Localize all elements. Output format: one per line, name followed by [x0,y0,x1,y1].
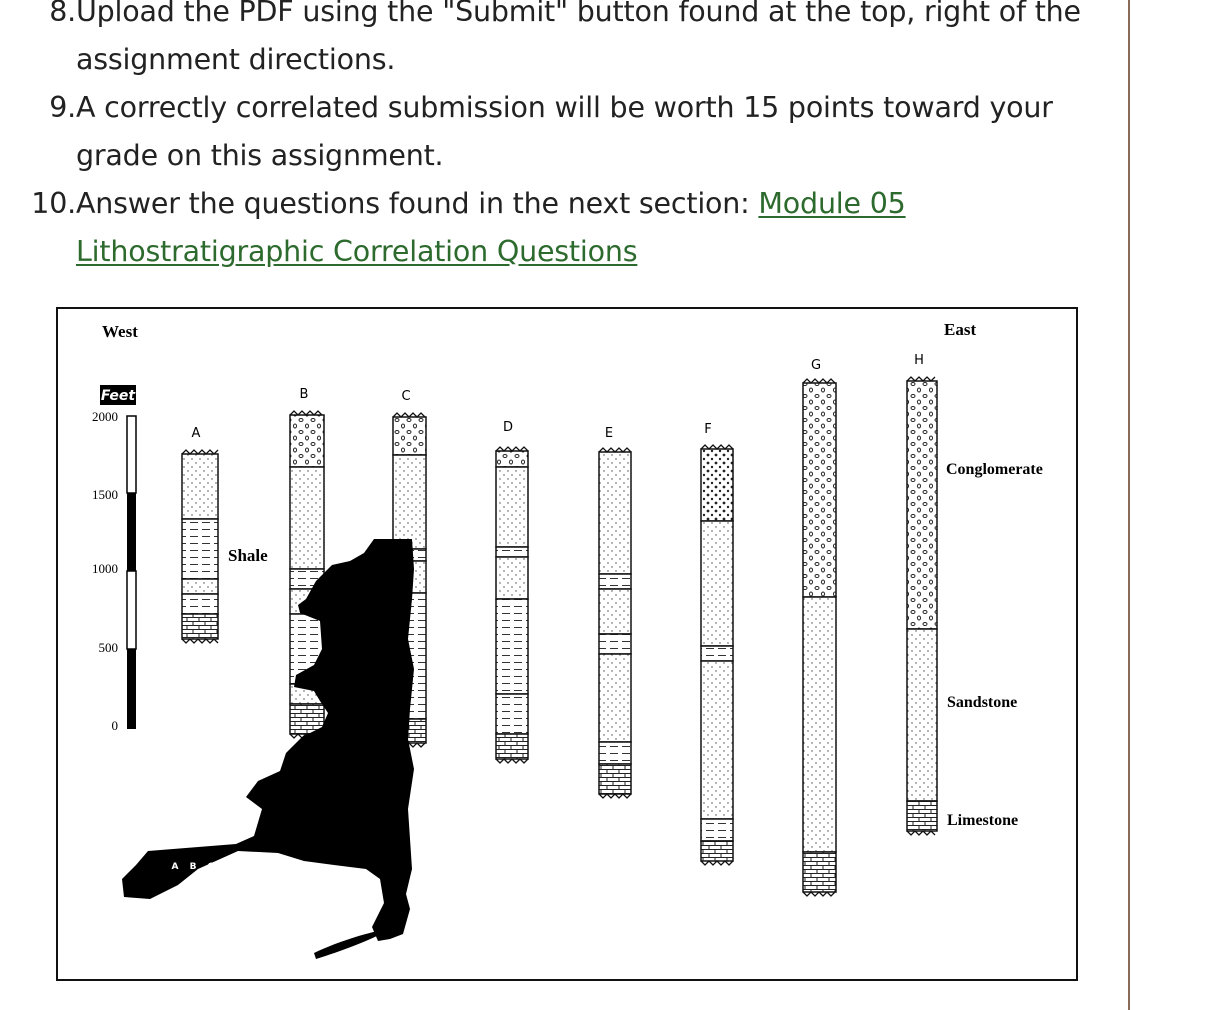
scale-tick-0: 0 [111,718,118,733]
legend-limestone: Limestone [947,812,1019,829]
map-column-labels: A B C D E F G H [171,862,309,872]
step-number: 9. [49,91,76,124]
right-border-rule [1128,0,1130,1010]
scale-tick-500: 500 [98,640,118,655]
scale-tick-1500: 1500 [92,487,118,502]
long-island [314,927,393,959]
legend-conglomerate: Conglomerate [946,461,1043,478]
column-label-d: D [502,420,514,435]
column-label-a: A [191,426,201,441]
column-g [803,358,836,896]
column-label-g: G [810,358,822,373]
column-label-b: B [299,387,309,402]
legend-shale: Shale [228,546,268,565]
column-d [496,420,528,763]
map-silhouette [122,539,414,941]
column-f [701,422,733,865]
instruction-list [0,0,1100,276]
step-number: 10. [31,187,76,220]
correlation-figure [56,307,1078,981]
step-number: 8. [49,0,76,28]
scale-tick-2000: 2000 [92,409,118,424]
scale-tick-1000: 1000 [92,561,118,576]
column-e [599,426,631,798]
scale-unit-label: Feet [100,388,136,404]
column-h [907,353,937,835]
stratigraphic-columns-diagram [58,309,1076,979]
scale-bar [92,385,136,733]
column-label-h: H [914,353,924,368]
step-10 [0,180,1100,276]
module-05-questions-link[interactable]: Module 05 Lithostratigraphic Correlation Questions [76,187,906,268]
step-8 [0,0,1100,84]
column-label-c: C [401,389,411,404]
step-text: Answer the questions found in the next section: [76,187,759,220]
column-label-e: E [604,426,614,441]
step-9 [0,84,1100,180]
new-york-map [122,539,414,959]
column-label-f: F [704,422,712,437]
legend-sandstone: Sandstone [947,694,1018,711]
west-label: West [102,322,138,341]
step-text: A correctly correlated submission will be worth 15 points toward your grade on this assignment. [76,91,1053,172]
step-text: Upload the PDF using the "Submit" button found at the top, right of the assignment directions. [76,0,1081,76]
column-a [182,426,218,643]
east-label: East [944,320,977,339]
